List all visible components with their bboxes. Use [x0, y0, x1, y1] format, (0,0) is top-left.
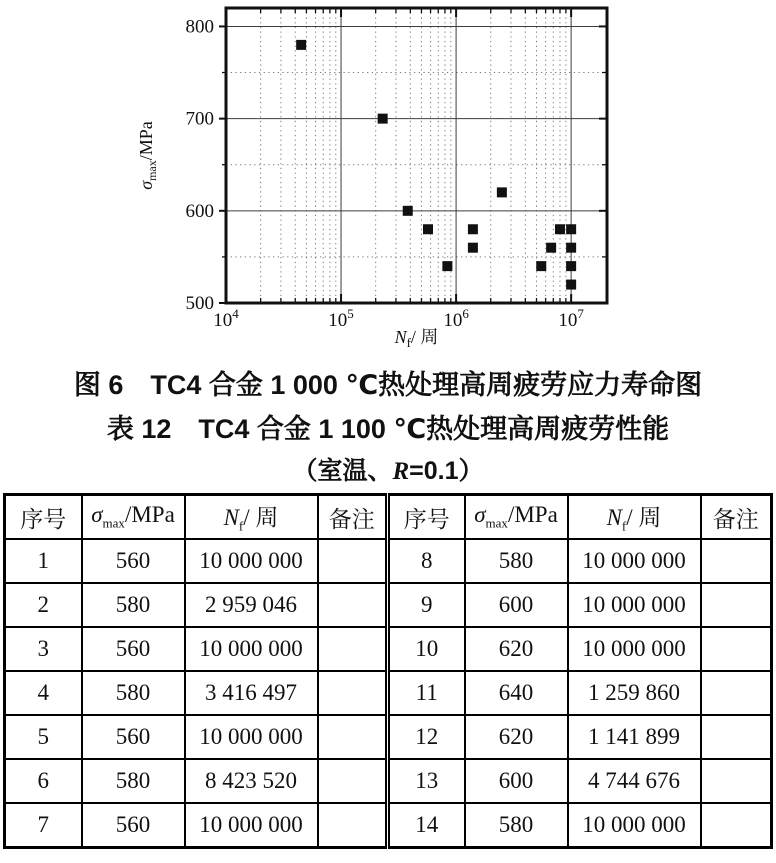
data-point — [403, 206, 413, 216]
cell-cycles: 10 000 000 — [185, 539, 318, 583]
x-tick-label: $10^7$ — [558, 306, 584, 331]
cell-seq: 7 — [5, 803, 82, 848]
cell-seq: 13 — [388, 759, 465, 803]
column-header: 备注 — [318, 495, 388, 540]
cell-cycles: 1 141 899 — [568, 715, 701, 759]
y-axis-title: $\sigma_{max}$/MPa — [136, 121, 159, 190]
y-tick-label: 600 — [185, 200, 214, 222]
cell-remark — [701, 715, 772, 759]
cell-stress: 580 — [465, 803, 568, 848]
y-tick-label: 700 — [185, 108, 214, 130]
data-point — [468, 224, 478, 234]
cell-remark — [701, 803, 772, 848]
cell-stress: 600 — [465, 583, 568, 627]
cell-stress: 580 — [82, 671, 185, 715]
cell-remark — [318, 583, 388, 627]
cell-cycles: 8 423 520 — [185, 759, 318, 803]
cell-remark — [701, 671, 772, 715]
table-row — [5, 539, 772, 583]
cell-remark — [701, 539, 772, 583]
cell-seq: 8 — [388, 539, 465, 583]
cell-cycles: 3 416 497 — [185, 671, 318, 715]
x-axis-title: $N_f/$ 周 — [394, 327, 439, 350]
cell-cycles: 10 000 000 — [185, 715, 318, 759]
cell-cycles: 10 000 000 — [185, 627, 318, 671]
cell-remark — [701, 627, 772, 671]
table-row — [5, 627, 772, 671]
table-head — [5, 495, 772, 540]
cell-seq: 3 — [5, 627, 82, 671]
data-point — [566, 280, 576, 290]
data-point — [546, 243, 556, 253]
subcaption-prefix: （室温、 — [292, 457, 393, 485]
column-header: $N_f/$ 周 — [568, 495, 701, 540]
cell-seq: 11 — [388, 671, 465, 715]
cell-remark — [701, 583, 772, 627]
header-row — [5, 495, 772, 540]
plot-border — [226, 8, 607, 303]
cell-remark — [318, 627, 388, 671]
cell-seq: 5 — [5, 715, 82, 759]
cell-seq: 9 — [388, 583, 465, 627]
cell-cycles: 10 000 000 — [568, 539, 701, 583]
y-tick-label: 800 — [185, 16, 214, 38]
data-point — [536, 261, 546, 271]
table-row — [5, 759, 772, 803]
table-row — [5, 583, 772, 627]
axis-ticks — [219, 8, 607, 303]
cell-cycles: 10 000 000 — [185, 803, 318, 848]
cell-seq: 12 — [388, 715, 465, 759]
cell-stress: 620 — [465, 627, 568, 671]
data-point — [566, 243, 576, 253]
cell-stress: 560 — [82, 539, 185, 583]
data-point — [442, 261, 452, 271]
cell-stress: 580 — [82, 583, 185, 627]
subcaption-suffix: =0.1） — [409, 457, 484, 485]
cell-seq: 2 — [5, 583, 82, 627]
data-point — [468, 243, 478, 253]
table-row — [5, 715, 772, 759]
cell-stress: 580 — [82, 759, 185, 803]
cell-remark — [701, 759, 772, 803]
cell-cycles: 10 000 000 — [568, 583, 701, 627]
cell-cycles: 10 000 000 — [568, 803, 701, 848]
data-point — [566, 224, 576, 234]
cell-seq: 10 — [388, 627, 465, 671]
cell-seq: 1 — [5, 539, 82, 583]
fatigue-sn-chart — [0, 0, 776, 350]
x-tick-label: $10^4$ — [213, 306, 239, 331]
cell-seq: 6 — [5, 759, 82, 803]
table-row — [5, 803, 772, 848]
cell-stress: 560 — [82, 803, 185, 848]
cell-remark — [318, 671, 388, 715]
cell-stress: 580 — [465, 539, 568, 583]
cell-cycles: 10 000 000 — [568, 627, 701, 671]
cell-remark — [318, 759, 388, 803]
axis-labels — [136, 16, 584, 350]
cell-stress: 560 — [82, 627, 185, 671]
column-header: 序号 — [5, 495, 82, 540]
cell-stress: 620 — [465, 715, 568, 759]
major-gridlines — [226, 8, 607, 303]
table-body — [5, 539, 772, 848]
data-point — [423, 224, 433, 234]
cell-cycles: 2 959 046 — [185, 583, 318, 627]
column-header: $N_f/$ 周 — [185, 495, 318, 540]
data-point — [378, 114, 388, 124]
cell-seq: 4 — [5, 671, 82, 715]
column-header: $\sigma_{max}$/MPa — [82, 495, 185, 540]
y-tick-label: 500 — [185, 293, 214, 314]
cell-cycles: 1 259 860 — [568, 671, 701, 715]
table-row — [5, 671, 772, 715]
column-header: $\sigma_{max}$/MPa — [465, 495, 568, 540]
cell-stress: 640 — [465, 671, 568, 715]
cell-stress: 560 — [82, 715, 185, 759]
column-header: 序号 — [388, 495, 465, 540]
cell-seq: 14 — [388, 803, 465, 848]
figure-caption: 图 6 TC4 合金 1 000 ℃热处理高周疲劳应力寿命图 — [73, 370, 703, 400]
x-tick-label: $10^5$ — [328, 306, 354, 331]
cell-stress: 600 — [465, 759, 568, 803]
data-point — [497, 187, 507, 197]
cell-remark — [318, 539, 388, 583]
minor-gridlines — [226, 8, 607, 303]
cell-remark — [318, 803, 388, 848]
column-header: 备注 — [701, 495, 772, 540]
cell-remark — [318, 715, 388, 759]
data-point — [566, 261, 576, 271]
fatigue-data-table — [3, 493, 773, 849]
table-subcaption — [0, 451, 776, 487]
data-point — [296, 40, 306, 50]
stress-ratio-symbol: R — [392, 458, 410, 485]
data-points — [296, 40, 576, 290]
cell-cycles: 4 744 676 — [568, 759, 701, 803]
x-tick-label: $10^6$ — [443, 306, 469, 331]
table-caption: 表 12 TC4 合金 1 100 ℃热处理高周疲劳性能 — [106, 414, 670, 444]
data-point — [555, 224, 565, 234]
fatigue-chart-svg — [0, 0, 776, 350]
